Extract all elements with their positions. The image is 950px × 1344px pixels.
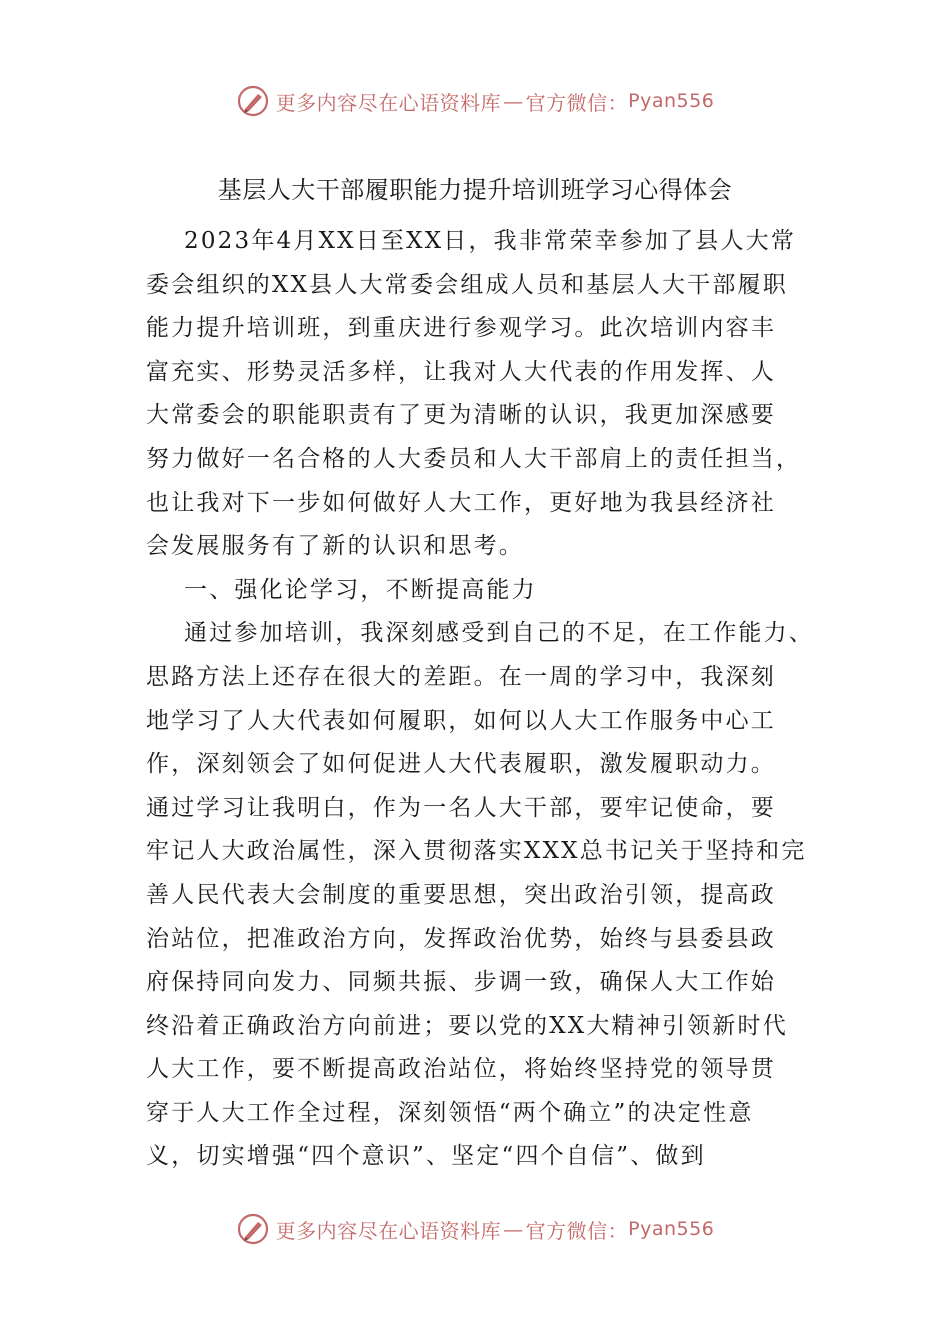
paragraph-line: 思路方法上还存在很大的差距。在一周的学习中，我深刻 bbox=[146, 663, 776, 690]
paragraph-line: 2023年4月XX日至XX日，我非常荣幸参加了县人大常 bbox=[184, 228, 797, 254]
paragraph-line: 作，深刻领会了如何促进人大代表履职，激发履职动力。 bbox=[146, 751, 776, 778]
paragraph-line: 义，切实增强“四个意识”、坚定“四个自信”、做到 bbox=[146, 1143, 706, 1170]
paragraph-line: 富充实、形势灵活多样，让我对人大代表的作用发挥、人 bbox=[146, 358, 776, 385]
watermark-wechat-id: Pyan556 bbox=[628, 90, 715, 112]
pen-circle-logo-icon bbox=[236, 84, 270, 118]
paragraph-line: 人大工作，要不断提高政治站位，将始终坚持党的领导贯 bbox=[146, 1056, 776, 1083]
paragraph-line: 府保持同向发力、同频共振、步调一致，确保人大工作始 bbox=[146, 969, 776, 996]
paragraph-line: 委会组织的XX县人大常委会组成人员和基层人大干部履职 bbox=[146, 271, 788, 298]
watermark-wechat-id: Pyan556 bbox=[628, 1218, 715, 1240]
paragraph-line: 善人民代表大会制度的重要思想，突出政治引领，提高政 bbox=[146, 881, 776, 908]
watermark-dash: — bbox=[503, 1217, 524, 1241]
paragraph-line: 地学习了人大代表如何履职，如何以人大工作服务中心工 bbox=[146, 707, 776, 734]
paragraph-line: 通过学习让我明白，作为一名人大干部，要牢记使命，要 bbox=[146, 794, 776, 821]
paragraph-line: 会发展服务有了新的认识和思考。 bbox=[146, 533, 524, 560]
paragraph-line: 通过参加培训，我深刻感受到自己的不足，在工作能力、 bbox=[184, 620, 814, 647]
pen-circle-logo-icon bbox=[236, 1212, 270, 1246]
paragraph-line: 能力提升培训班，到重庆进行参观学习。此次培训内容丰 bbox=[146, 315, 776, 342]
section-heading: 一、强化论学习，不断提高能力 bbox=[184, 576, 537, 603]
document-title: 基层人大干部履职能力提升培训班学习心得体会 bbox=[217, 176, 733, 204]
document-body bbox=[146, 220, 816, 1179]
paragraph-line: 牢记人大政治属性，深入贯彻落实XXX总书记关于坚持和完 bbox=[146, 838, 807, 865]
watermark-header bbox=[0, 84, 950, 118]
watermark-official-label: 官方微信： bbox=[525, 90, 629, 115]
paragraph-line: 也让我对下一步如何做好人大工作，更好地为我县经济社 bbox=[146, 489, 776, 516]
paragraph-line: 大常委会的职能职责有了更为清晰的认识，我更加深感要 bbox=[146, 402, 776, 429]
paragraph-line: 终沿着正确政治方向前进；要以党的XX大精神引领新时代 bbox=[146, 1012, 788, 1039]
watermark-brand: 更多内容尽在心语资料库 bbox=[275, 90, 502, 115]
paragraph-line: 穿于人大工作全过程，深刻领悟“两个确立”的决定性意 bbox=[146, 1099, 754, 1126]
paragraph-line: 治站位，把准政治方向，发挥政治优势，始终与县委县政 bbox=[146, 925, 776, 952]
watermark-official-label: 官方微信： bbox=[525, 1218, 629, 1243]
watermark-dash: — bbox=[503, 89, 524, 113]
paragraph-line: 努力做好一名合格的人大委员和人大干部肩上的责任担当， bbox=[146, 445, 802, 472]
watermark-brand: 更多内容尽在心语资料库 bbox=[275, 1218, 502, 1243]
watermark-footer bbox=[0, 1212, 950, 1246]
